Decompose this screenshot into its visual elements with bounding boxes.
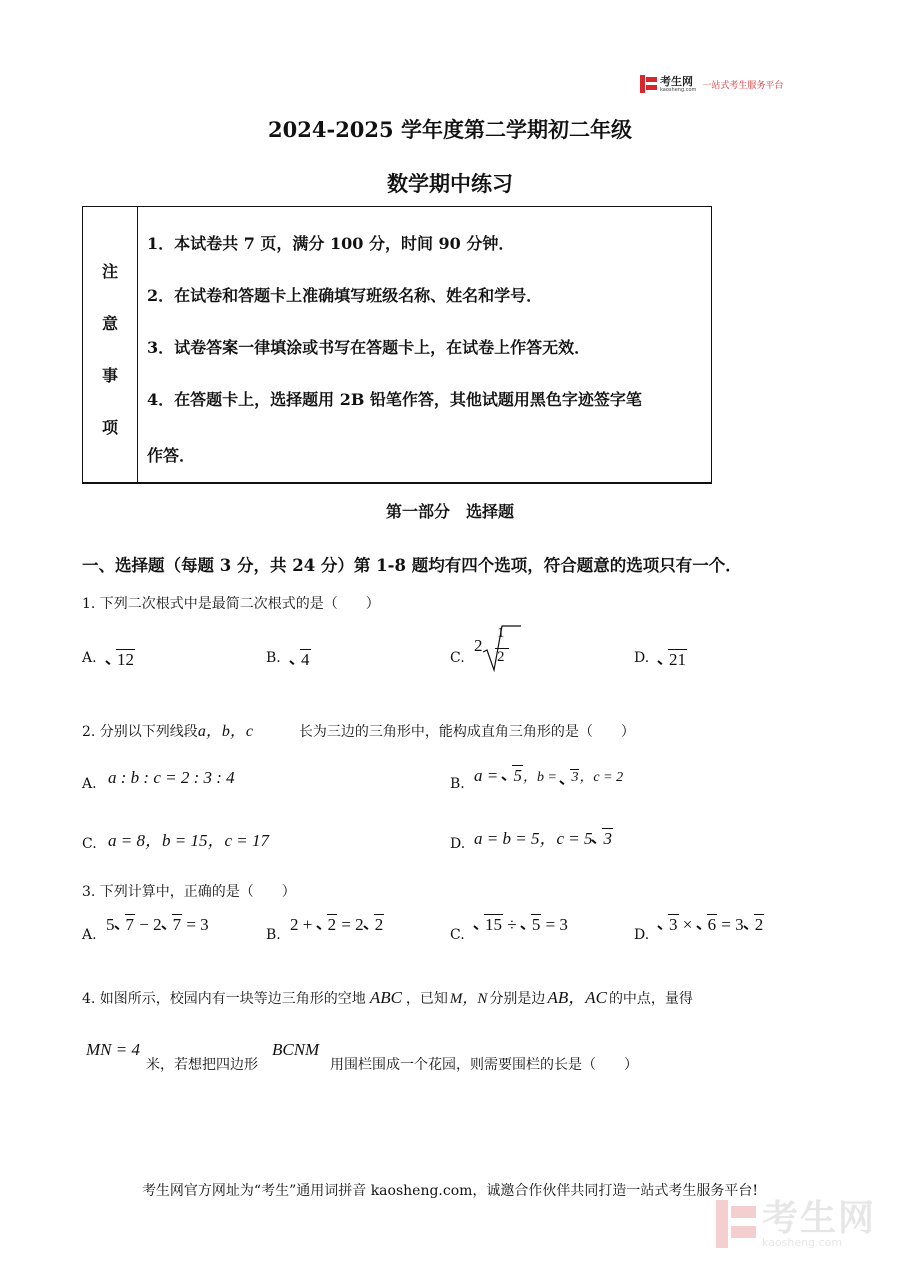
watermark-name: 考生网 [762,1197,877,1239]
notice-item: 4．在答题卡上，选择题用 2B 铅笔作答，其他试题用黑色字迹签字笔 [147,390,642,409]
q3-option-b: 2 + 2 = 2 2 [290,915,384,934]
part-heading: 一、选择题（每题 3 分，共 24 分）第 1-8 题均有四个选项，符合题意的选项只有一个． [82,556,742,575]
logo-url: kaosheng.com [660,86,697,93]
q1-option-b: 4 [290,650,311,670]
exam-subtitle: 数学期中练习 [387,171,513,196]
notice-label-char: 事 [101,366,118,385]
notice-label-char: 意 [101,314,118,333]
q2-option-a-label: A. [82,776,97,792]
q3-option-a-label: A. [82,927,97,943]
q3-option-c: 15 ÷ 5 = 3 [474,915,568,935]
notice-label-char: 注 [101,262,118,281]
watermark-logo-icon [716,1200,756,1248]
notice-item: 3．试卷答案一律填涂或书写在答题卡上，在试卷上作答无效． [147,338,591,357]
section-title: 第一部分 选择题 [385,502,514,521]
q4-bcnm: BCNM [272,1040,320,1059]
logo-name: 考生网 [660,74,693,88]
notice-item: 1．本试卷共 7 页，满分 100 分，时间 90 分钟． [147,234,515,253]
question-3-stem: 3. 下列计算中，正确的是（ ） [82,884,296,900]
q1-option-b-label: B. [266,650,281,666]
notice-item: 2．在试卷和答题卡上准确填写班级名称、姓名和学号． [147,286,543,305]
q2-option-b: a = 5，b = 3，c = 2 [474,766,624,785]
q1-option-d: 21 [658,650,687,670]
q3-option-c-label: C. [450,927,465,943]
q2-option-c-label: C. [82,836,97,852]
q1-option-d-label: D. [634,650,650,666]
watermark-url: kaosheng.com [762,1235,843,1249]
header-logo [640,74,783,94]
footer-text: 考生网官方网址为“考生”通用词拼音 kaosheng.com，诚邀合作伙伴共同打造一站式考生服务平台! [141,1183,759,1199]
q3-option-d: 3 × 6 = 3 2 [658,915,764,935]
question-4-line2b: 用围栏围成一个花园，则需要围栏的长是（ ） [330,1057,638,1073]
question-4-line2a: 米，若想把四边形 [146,1057,258,1073]
question-4-line1: 4. 如图所示，校园内有一块等边三角形的空地 ABC ，已知 M，N 分别是边 AB，AC 的中点，量得 [82,988,693,1007]
q3-option-a: 5 7 − 2 7 = 3 [106,915,209,934]
q3-option-b-label: B. [266,927,281,943]
q1-option-a: 12 [106,650,135,670]
q3-option-d-label: D. [634,927,650,943]
question-2-stem: 2. 分别以下列线段a，b，c 长为三边的三角形中，能构成直角三角形的是（ ） [82,723,635,740]
q2-option-d: a = b = 5，c = 5 3 [474,829,612,848]
q2-option-d-label: D. [450,836,466,852]
logo-slogan: 一站式考生服务平台 [702,80,784,91]
q1-option-a-label: A. [82,650,97,666]
question-1-stem: 1. 下列二次根式中是最简二次根式的是（ ） [82,596,380,612]
notice-box [82,206,712,484]
q2-option-b-label: B. [450,776,465,792]
exam-title: 2024-2025 学年度第二学期初二年级 [268,117,632,142]
notice-item: 作答． [147,446,196,465]
q2-option-c: a = 8，b = 15，c = 17 [108,831,269,850]
q2-option-a: a : b : c = 2 : 3 : 4 [108,768,235,787]
kaosheng-logo-icon [640,75,657,93]
watermark [716,1197,877,1249]
notice-label [83,207,138,482]
q1-option-c-label: C. [450,650,465,666]
q4-mn-eq: MN = 4 [86,1040,140,1059]
notice-label-char: 项 [101,418,118,437]
